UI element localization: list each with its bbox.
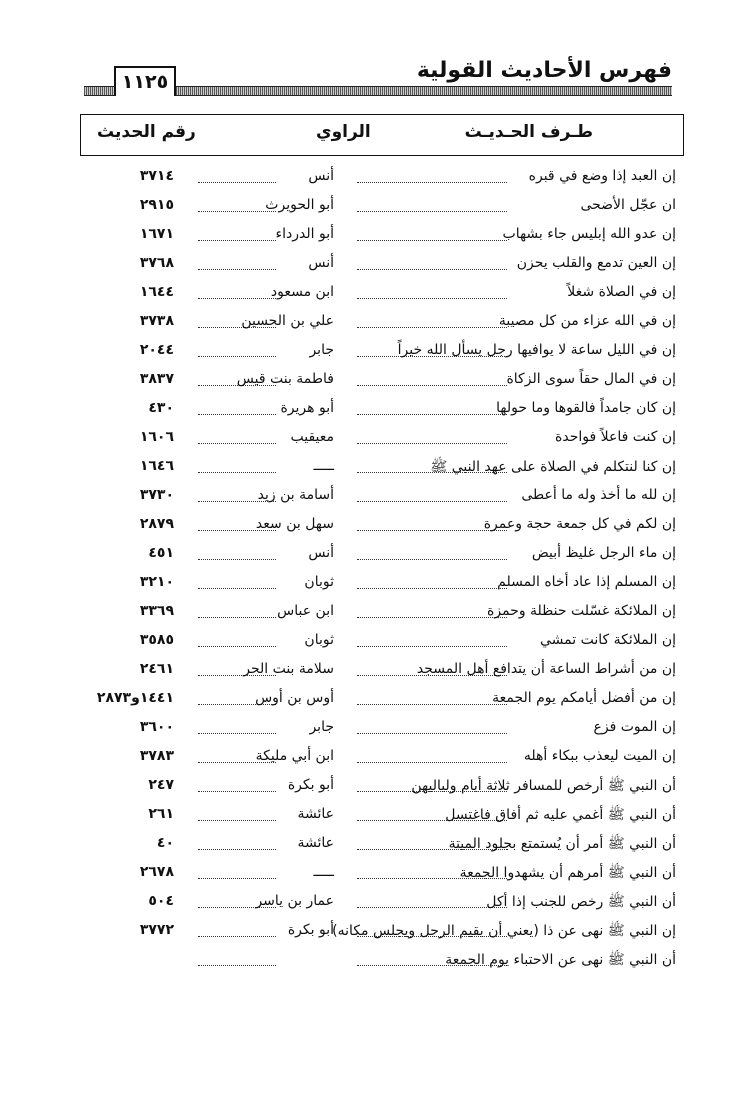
hadith-text: أن النبي ﷺ أغمي عليه ثم أفاق فاغتسل [445,807,676,823]
index-row [0,889,752,918]
hadith-text: أن النبي ﷺ أرخص للمسافر ثلاثة أيام ولياليهن [411,778,676,794]
dot-leader [357,646,507,647]
dot-leader [198,878,276,879]
dot-leader [357,704,507,705]
rawi-name: جابر [309,342,334,358]
hadith-number: ٣٣٦٩ [139,603,174,619]
hadith-number: ٤٣٠ [148,400,174,416]
dot-leader [198,298,276,299]
hadith-number: ١٤٤١و٢٨٧٣ [96,690,174,706]
index-row [0,367,752,396]
dot-leader [198,211,276,212]
rawi-name: فاطمة بنت قيس [236,371,334,387]
hadith-number: ٢٦٧٨ [139,864,174,880]
hadith-number: ٣٧٣٠ [139,487,174,503]
index-row [0,396,752,425]
column-header-box [80,114,684,156]
dot-leader [357,559,507,560]
hadith-number: ٣٨٣٧ [139,371,174,387]
dot-leader [357,907,507,908]
hadith-number: ١٦٠٦ [139,429,174,445]
dot-leader [357,762,507,763]
hadith-number: ٢٩١٥ [139,197,174,213]
hadith-text: إن من أفضل أيامكم يوم الجمعة [492,690,676,706]
rawi-name: أنس [308,168,334,184]
rawi-name: أبو الدرداء [275,226,334,242]
index-row [0,193,752,222]
rawi-name: أبو بكرة [287,922,334,938]
index-row [0,715,752,744]
hadith-text: إن في المال حقاً سوى الزكاة [506,371,676,387]
dot-leader [198,559,276,560]
dot-leader [357,240,507,241]
hadith-number: ٢٦١ [148,806,174,822]
hadith-text: إن في الليل ساعة لا يوافيها رجل يسأل الله خيراً [397,342,676,358]
hadith-text: إن في الصلاة شغلاً [567,284,676,300]
dot-leader [198,646,276,647]
hadith-number: ٥٠٤ [148,893,174,909]
hadith-number: ١٦٧١ [139,226,174,242]
dot-leader [357,211,507,212]
rawi-name: ثوبان [304,574,334,590]
index-row [0,860,752,889]
dot-leader [357,414,507,415]
index-row [0,628,752,657]
index-row [0,280,752,309]
rawi-name: عائشة [297,835,334,851]
index-row [0,541,752,570]
hadith-text: أن النبي ﷺ رخص للجنب إذا أكل [486,894,676,910]
hadith-text: إن العين تدمع والقلب يحزن [516,255,676,271]
dot-leader [198,414,276,415]
index-row [0,686,752,715]
dot-leader [198,443,276,444]
dot-leader [198,588,276,589]
dot-leader [357,443,507,444]
hadith-text: إن الميت ليعذب ببكاء أهله [523,748,676,764]
index-row [0,657,752,686]
index-row [0,802,752,831]
hadith-number: ٣٧٣٨ [139,313,174,329]
index-row [0,831,752,860]
rawi-name: ـــــ [313,458,334,474]
hadith-index-list [0,164,752,976]
dot-leader [198,617,276,618]
index-row [0,918,752,947]
hadith-number: ٣٧١٤ [139,168,174,184]
dot-leader [198,791,276,792]
hadith-number: ٣٧٨٣ [139,748,174,764]
page-header-title: فهرس الأحاديث القولية [416,58,672,83]
dot-leader [198,240,276,241]
rawi-name: ابن أبي مليكة [255,748,334,764]
hadith-text: إن كنت فاعلاً فواحدة [555,429,676,445]
dot-leader [198,269,276,270]
dot-leader [357,617,507,618]
hadith-text: إن العبد إذا وضع في قبره [528,168,676,184]
index-row [0,454,752,483]
index-row [0,744,752,773]
hadith-number: ٣٧٧٢ [139,922,174,938]
dot-leader [357,182,507,183]
hadith-number: ٣٦٠٠ [139,719,174,735]
hadith-text: إن الملائكة غسّلت حنظلة وحمزة [487,603,676,619]
index-row [0,251,752,280]
dot-leader [357,298,507,299]
index-row [0,164,752,193]
hadith-number: ٣٥٨٥ [139,632,174,648]
dot-leader [198,965,276,966]
index-row [0,512,752,541]
column-header-rawi: الراوي [316,122,371,142]
index-row [0,947,752,976]
rawi-name: جابر [309,719,334,735]
dot-leader [357,269,507,270]
hadith-text: إن كان جامداً فالقوها وما حولها [496,400,676,416]
dot-leader [198,849,276,850]
index-row [0,222,752,251]
hadith-text: ان عجّل الأضحى [580,197,676,213]
rawi-name: علي بن الحسين [241,313,334,329]
hadith-text: إن لكم في كل جمعة حجة وعمرة [483,516,676,532]
hadith-text: أن النبي ﷺ أمر أن يُستمتع بجلود الميتة [448,836,676,852]
index-row [0,773,752,802]
dot-leader [198,356,276,357]
rawi-name: أبو بكرة [287,777,334,793]
page-number: ١١٢٥ [114,66,176,96]
hadith-number: ١٦٤٤ [139,284,174,300]
hadith-text: إن النبي ﷺ نهى عن ذا (يعني أن يقيم الرجل ويجلس مكانه) [332,923,676,939]
column-header-number: رقم الحديث [97,122,196,142]
index-row [0,483,752,512]
hadith-text: إن في الله عزاء من كل مصيبة [498,313,676,329]
rawi-name: أوس بن أوس [255,690,334,706]
hadith-number: ٢٤٦١ [139,661,174,677]
hadith-number: ٢٤٧ [148,777,174,793]
rawi-name: ابن مسعود [270,284,334,300]
hadith-text: إن الموت فزع [593,719,676,735]
rawi-name: معيقيب [290,429,334,445]
hadith-text: إن من أشراط الساعة أن يتدافع أهل المسجد [416,661,676,677]
index-row [0,309,752,338]
rawi-name: عائشة [297,806,334,822]
index-row [0,338,752,367]
hadith-text: إن عدو الله إبليس جاء بشهاب [502,226,676,242]
index-row [0,570,752,599]
hadith-number: ٤٠ [156,835,174,851]
dot-leader [198,936,276,937]
rawi-name: سلامة بنت الحر [243,661,334,677]
dot-leader [198,820,276,821]
rawi-name: أنس [308,545,334,561]
rawi-name: ثوبان [304,632,334,648]
rawi-name: عمار بن ياسر [255,893,334,909]
rawi-name: ـــــ [313,864,334,880]
column-header-hadith: طـرف الحـديـث [464,122,593,142]
rawi-name: أسامة بن زيد [257,487,334,503]
hadith-text: إن ماء الرجل غليظ أبيض [531,545,676,561]
hadith-number: ٣٧٦٨ [139,255,174,271]
hadith-text: إن المسلم إذا عاد أخاه المسلم [497,574,676,590]
rawi-name: أبو الحويرث [265,197,334,213]
hadith-number: ٣٢١٠ [139,574,174,590]
dot-leader [357,385,507,386]
dot-leader [198,472,276,473]
hadith-text: إن كنا لنتكلم في الصلاة على عهد النبي ﷺ [430,459,676,475]
hadith-text: أن النبي ﷺ أمرهم أن يشهدوا الجمعة [459,865,676,881]
hadith-text: إن الملائكة كانت تمشي [540,632,676,648]
dot-leader [198,182,276,183]
rawi-name: أنس [308,255,334,271]
rawi-name: أبو هريرة [280,400,334,416]
dot-leader [357,733,507,734]
hadith-number: ٢٠٤٤ [139,342,174,358]
hadith-number: ١٦٤٦ [139,458,174,474]
hadith-number: ٤٥١ [148,545,174,561]
index-row [0,599,752,628]
dot-leader [357,327,507,328]
hadith-text: إن لله ما أخذ وله ما أعطى [521,487,676,503]
rawi-name: سهل بن سعد [255,516,334,532]
dot-leader [198,733,276,734]
hadith-number: ٢٨٧٩ [139,516,174,532]
index-row [0,425,752,454]
hadith-text: أن النبي ﷺ نهى عن الاحتباء يوم الجمعة [445,952,676,968]
dot-leader [357,501,507,502]
rawi-name: ابن عباس [277,603,334,619]
dot-leader [357,588,507,589]
